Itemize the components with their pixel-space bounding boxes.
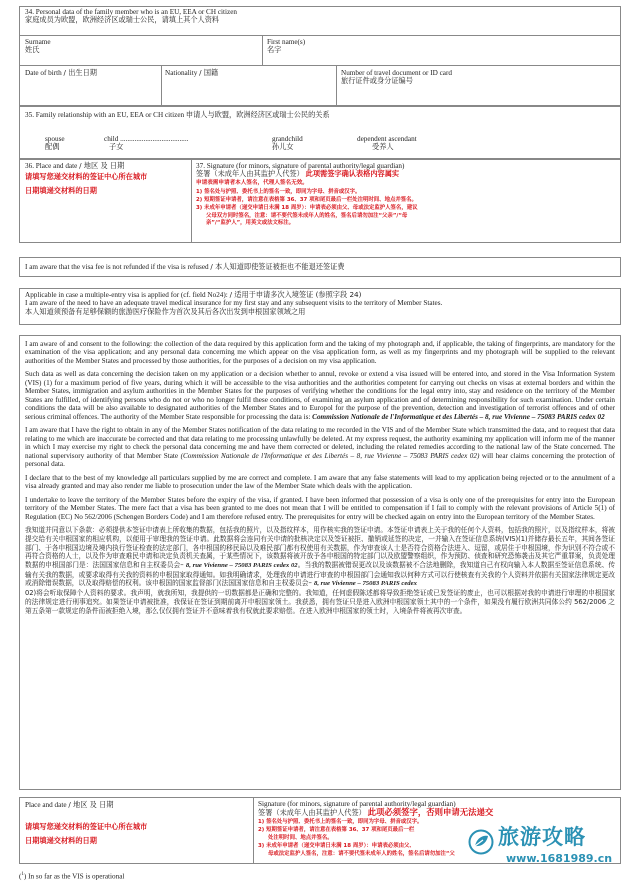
relationship-ascendant[interactable]	[357, 135, 417, 152]
spouse-label-en: spouse	[45, 135, 65, 143]
signature-rule: 2) 短期签证申请者，请注意在表格第 36、37 项和尾页最后一栏处注明时间、地点并签名。	[196, 196, 417, 203]
place-date-instruction-1: 请填写您递交材料的签证中心所在城市	[25, 172, 148, 182]
bottom-place-label-zh: / 地区 及 日期	[68, 800, 114, 809]
divider	[161, 65, 162, 106]
consent-paragraph	[25, 426, 615, 468]
bottom-signature-rule: 1) 签名处与护照、委托书上的签名一致，即同为字母、拼音或汉字。	[258, 819, 423, 826]
consent-paragraph: I declare that to the best of my knowledge all particulars supplied by me are correct and complete. I am aware that any false statements will lead to my application being rejected or to the annulment of a visa already granted and may also render me liable to prosecution under the law of the Member State which deals with the application.	[25, 473, 615, 491]
spouse-label-zh: 配偶	[45, 142, 60, 152]
bottom-signature-rule: 处注明时间、地点并签名。	[268, 835, 333, 842]
date-of-birth-field[interactable]	[25, 69, 97, 77]
footnote-text: In so far as the VIS is operational	[28, 872, 125, 881]
surname-label-zh: 姓氏	[25, 45, 40, 55]
footnote-marker: 1	[21, 872, 24, 877]
divider	[262, 35, 263, 65]
consent-paragraph: I am aware of and consent to the following: the collection of the data required by this application form and the taking of my photograph and, if applicable, the taking of fingerprints, are mandatory for the examination of the visa application; and any personal data concerning me which appear on the visa application form, as well as my fingerprints and my photograph will be supplied to the relevant authorities of the Member States and processed by those authorities, for the purposes of a decision on my visa application.	[25, 340, 615, 365]
watermark-url: www.1681989.cn	[506, 852, 613, 865]
consent-paragraph-zh	[25, 526, 615, 615]
consent-paragraph-text: Such data as well as data concerning the decision taken on my application or a decision whether to annul, revoke or extend a visa issued will be entered into, and stored in the Visa Information System (VIS) (1) for a maximum period of five years, during which it will be accessible to the visa authorities and the authorities competent for carrying out checks on visas at external borders and within the Member States, immigration and asylum authorities in the Member States for the purposes of verifying whether the conditions for the legal entry into, stay and residence on the territory of the Member States are fulfilled, of identifying persons who do not or who no longer fulfil these conditions, of examining an asylum application and of determining responsibility for such examination. Under certain conditions the data will be also available to designated authorities of the Member States and to Europol for the purpose of the prevention, detection and investigation of terrorist offences and of other serious criminal offences. The authority of the Member State responsible for processing the data is:	[25, 370, 615, 421]
section-35-title	[25, 111, 330, 119]
section-35-title-en: 35. Family relationship with an EU, EEA or CH citizen	[25, 111, 185, 119]
signature-red-title: 此项需签字确认表格内容属实	[305, 169, 400, 179]
relationship-spouse[interactable]	[45, 135, 65, 152]
consent-text	[25, 340, 615, 615]
place-date-label-en: 36. Place and date	[25, 162, 78, 170]
visa-fee-statement	[25, 263, 345, 271]
relationship-grandchild[interactable]	[272, 135, 303, 152]
bottom-signature-red: 此项必须签字，否则申请无法递交	[367, 807, 494, 818]
surname-field[interactable]	[25, 38, 51, 55]
signature-rule: 3) 未成年申请者（递交申请日未满 18 周岁）：申请表必须由父、母或法定监护人签名，建议	[196, 204, 418, 211]
place-date-label-zh: / 地区 及 日期	[79, 161, 125, 170]
grandchild-label-zh: 孙儿女	[272, 142, 294, 152]
multiple-entry-line1-zh: / 适用于申请多次入境签证 (参照字段 24)	[229, 290, 362, 299]
bottom-place-instruction-1: 请填写您递交材料的签证中心所在城市	[25, 822, 148, 832]
first-name-label-zh: 名字	[267, 45, 282, 55]
ascendant-label-en: dependent ascendant	[357, 135, 417, 143]
divider	[19, 65, 621, 66]
bottom-place-label-en: Place and date	[25, 801, 67, 809]
travel-document-label-zh: 旅行证件或身分证编号	[341, 76, 413, 86]
signature-label-zh: 签署（未成年人由其监护人代签）	[196, 169, 304, 179]
section-34-title-en: 34. Personal data of the family member who is an EU, EEA or CH citizen	[25, 8, 237, 16]
consent-zh-text: 我知道并同意以下条款：必须提供本签证申请表上所收集的数据，包括我的照片，以及指纹样本，用作核实我的签证申请。本签证申请表上关于我的任何个人资料，包括我的照片，以及指纹样本，将被提交给有关申根国家的相应机构，以便用于审理我的签证申请。此数据将会连同有关申请的批核决定以及签证被拒、撤销或延签的决定，一并输入在签证信息系统(VIS)(1)并储存最长五年，其间各签证部门、于各申根国边境及境内执行签证检查的法定部门，各申根国的移民局以及难民部门都有权使用有关数据，作为审查该人士是否符合资格合法进入、逗留，或居住于申根国境，作为识别不符合或不再符合资格的人士，以及作为审查难民申请和决定负责机关查属，于某些情况下，该数据将被开放予各申根国的特定部门以及欧盟警察组织，作为预防、侦查和研究恐怖袭击及其它严重罪案，负责处理数据的申根国部门是：法国国家信息和自主权委员会–	[25, 526, 615, 570]
bottom-signature-label-en: Signature (for minors, signature of parental authority/legal guardian)	[258, 800, 456, 808]
visa-fee-zh: / 本人知道即使签证被拒也不能退还签证费	[210, 262, 345, 271]
signature-rule: 父母双方同时签名，注意：请不要代签未成年人的姓名，签名后请勿加注“父亲”/“母	[206, 212, 408, 219]
divider	[191, 159, 192, 243]
divider	[19, 35, 621, 36]
place-date-field[interactable]	[25, 162, 187, 195]
watermark-leaf-icon	[468, 829, 494, 855]
authority-name: 8, rue Vivienne – 75083 PARIS cedex	[313, 580, 417, 588]
bottom-signature-rule: 2) 短期签证申请者，请注意在表格第 36、37 项和尾页最后一栏	[258, 827, 415, 834]
footnote: ($^1$) In so far as the VIS is operational	[19, 872, 125, 881]
section-34-title-zh: 家庭成员为欧盟，欧洲经济区或瑞士公民，请填上其个人资料	[25, 15, 220, 25]
watermark-title: 旅游攻略	[498, 825, 586, 849]
nationality-field[interactable]	[165, 69, 218, 77]
consent-paragraph	[25, 370, 615, 421]
signature-red-sub: 申请表需申请者本人签名，代理人签名无效。	[196, 179, 308, 186]
bottom-signature-rule: 3) 未成年申请者（递交申请日未满 18 周岁）：申请表必须由父、	[258, 842, 415, 849]
nationality-label-zh: / 国籍	[199, 68, 219, 77]
multiple-entry-line1-en: Applicable in case a multiple-entry visa is applied for (cf. field No24):	[25, 291, 228, 299]
grandchild-label-en: grandchild	[272, 135, 303, 143]
ascendant-label-zh: 受养人	[372, 142, 394, 152]
nationality-label-en: Nationality	[165, 69, 198, 77]
signature-rule: 1) 签名处与护照、委托书上的签名一致，即同为字母、拼音或汉字。	[196, 189, 361, 196]
authority-name: Commission Nationale de l'Informatique et des Libertés – 8, rue Vivienne – 75083 PARIS cedex 02	[312, 412, 605, 421]
dob-label-zh: / 出生日期	[63, 68, 97, 77]
divider	[253, 797, 254, 864]
multiple-entry-statement	[25, 291, 617, 316]
divider	[336, 65, 337, 106]
watermark-logo-icon	[468, 829, 494, 855]
consent-paragraph-text: I am aware that I have the right to obtain in any of the Member States notification of the data relating to me recorded in the VIS and of the Member State which transmitted the data, and to request that data relating to me which are inaccurate be corrected and that data relating to me processing unlawfully be deleted. At my express request, the authority examining my application will inform me of the manner in which I may exercise my right to check the personal data concerning me and have them corrected or deleted, including the related remedies according to the national law of the State concerned. The national supervisory authority of that Member State	[25, 426, 615, 460]
signature-field[interactable]	[196, 162, 616, 228]
consent-zh-text: 02)将会听取保障个人资料的要求。我声明，就我所知，我提供的一切数据都是正确和完整的。我知道，任何虚假陈述都将导致拒绝签证或已发签证的废止，也可以根据对我的申请进行审理的申根国家的法律规定进行刑事追究。如果签证申请被批准，我保证在签证到期前离开申根国家领土。我获悉，拥有签证只是进入欧洲申根国家领土其中的一个条件，如果没有履行欧洲共同体公约 562/2006 之第五条第一款规定的条件而被拒绝入境，那么仅仅拥有签证并不意味着我有权就此要求赔偿。在进入欧洲申根国家的领土时，入境条件将被再次审查。	[25, 589, 615, 615]
bottom-signature-rule: 母或法定监护人签名，注意：请不要代签未成年人的姓名，签名后请勿加注“父	[268, 850, 455, 857]
first-name-label-en: First name(s)	[267, 38, 306, 46]
first-name-field[interactable]	[267, 38, 305, 55]
travel-document-label-en: Number of travel document or ID card	[341, 69, 452, 77]
multiple-entry-line2-en: I am aware of the need to have an adequate travel medical insurance for my first stay and any subsequent visits to the territory of Member States.	[25, 299, 443, 308]
place-date-instruction-2: 日期填递交材料的日期	[25, 185, 97, 195]
bottom-place-date-field[interactable]	[25, 801, 249, 845]
bottom-signature-label-zh: 签署（未成年人由其监护人代签）	[258, 808, 366, 818]
child-label-zh: 子女	[109, 142, 124, 152]
relationship-child[interactable]	[104, 135, 188, 152]
child-label-en: child ......................................	[104, 135, 189, 143]
signature-label-en: 37. Signature (for minors, signature of parental authority/legal guardian)	[196, 162, 405, 170]
consent-zh-text: 。当我的数据被错误更改以及该数据被不合法地删除，我知道自己有权向输入本人数据至签证信息系统、传输有关我的数据，或要求取得有关我的资料的申根国家取得通知。如我明确请求，处理我的申请进行审查的申根国部门会通知我以何种方式可以行使核查有关我的个人资料并依据有关国家法律规定更改或消除错误数据，以及取得赔偿的权利。该申根国的国家监督部门(法国国家信息和自主权委员会–	[25, 561, 616, 588]
visa-fee-en: I am aware that the visa fee is not refunded if the visa is refused	[25, 263, 209, 271]
surname-label-en: Surname	[25, 38, 51, 46]
consent-paragraph: I undertake to leave the territory of the Member States before the expiry of the visa, if granted. I have been informed that possession of a visa is only one of the prerequisites for entry into the European territory of the Member States. The mere fact that a visa has been granted to me does not mean that I will be entitled to compensation if I fail to comply with the relevant provisions of Article 5(1) of Regulation (EC) No 562/2006 (Schengen Borders Code) and I am therefore refused entry. The prerequisites for entry will be checked again on entry into the European territory of the Member States.	[25, 495, 615, 521]
multiple-entry-line3-zh: 本人知道须预备有足够保额的旅游医疗保险作为首次及其后各次出发到申根国家领域之用	[25, 306, 306, 316]
consent-paragraph-text: will hear claims concerning the protection of personal data.	[25, 451, 616, 469]
dob-label-en: Date of birth	[25, 69, 62, 77]
authority-name: 8, rue Vivienne – 75083 PARIS cedex 02	[185, 562, 298, 570]
travel-document-field[interactable]	[341, 69, 452, 86]
signature-rule: 亲”/“监护人”，用英文或法文标注。	[206, 220, 295, 227]
section-35-title-zh: 申请人与欧盟，欧洲经济区或瑞士公民的关系	[185, 110, 330, 119]
bottom-place-instruction-2: 日期填递交材料的日期	[25, 835, 97, 845]
section-34-title	[25, 8, 237, 25]
authority-name: (Commission Nationale de l'Informatique et des Libertés – 8, rue Vivienne – 75083 PARIS cedex 02)	[180, 451, 480, 460]
